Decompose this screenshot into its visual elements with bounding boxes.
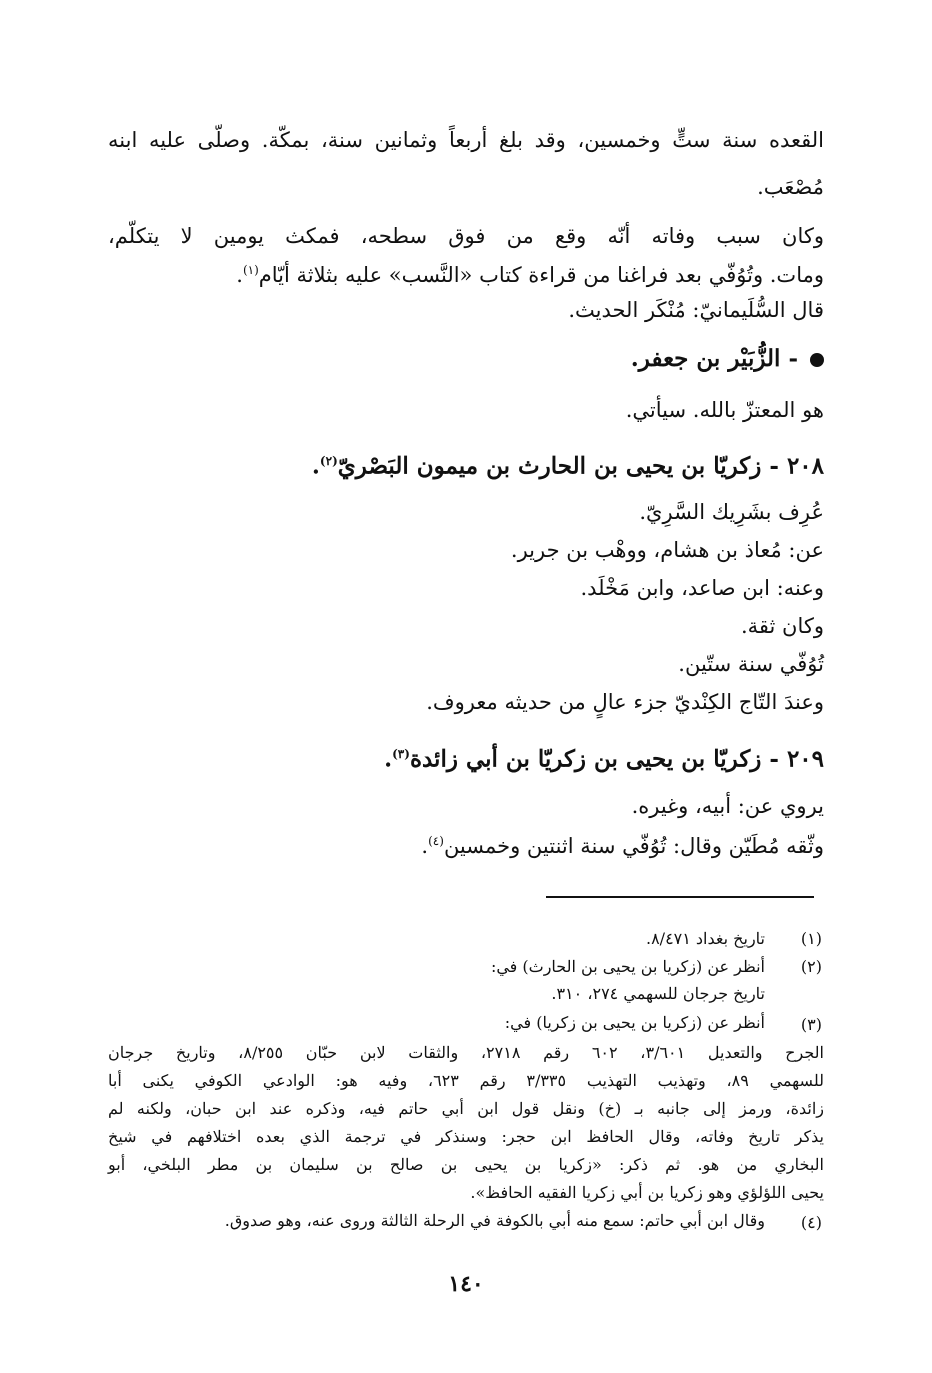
footnote-text: البخاري من هو. ثم ذكر: «زكريا بن يحيى بن صالح بن سليمان بن مطر البلخي، أبو bbox=[108, 1155, 824, 1174]
text-span: . bbox=[421, 834, 429, 858]
text-line: عن: مُعاذ بن هشام، ووهْب بن جرير. bbox=[510, 538, 824, 562]
footnote-text: الجرح والتعديل ٣/٦٠١، ٦٠٢ رقم ٢٧١٨، والثقات لابن حبّان ٨/٢٥٥، وتاريخ جرجان bbox=[108, 1043, 824, 1062]
text-line: عُرِف بشَرِيك السَّرِيّ. bbox=[639, 500, 824, 524]
footnote-text: للسهمي ٨٩، وتهذيب التهذيب ٣/٣٣٥ رقم ٦٢٣، وفيه هو: الوادعي الكوفي يكنى أبا bbox=[108, 1071, 824, 1090]
text-span: . bbox=[384, 745, 393, 773]
heading-text: ٢٠٨ - زكريّا بن يحيى بن الحارث بن ميمون البَصْريّ bbox=[337, 452, 824, 480]
footnote-text: أنظر عن (زكريا بن يحيى بن زكريا) في: bbox=[504, 1013, 765, 1032]
text-span: . bbox=[311, 452, 320, 480]
text-line: هو المعتزّ بالله. سيأتي. bbox=[625, 398, 824, 422]
footnote-text: تاريخ بغداد ٨/٤٧١. bbox=[645, 929, 765, 948]
text-span: . bbox=[236, 263, 243, 287]
text-line: مُصْعَب. bbox=[757, 175, 824, 199]
text-line bbox=[108, 256, 824, 289]
page-number: ١٤٠ bbox=[448, 1271, 484, 1297]
text-line: تُوُفّي سنة ستّين. bbox=[678, 652, 824, 676]
footnote-number: (٣) bbox=[800, 1015, 822, 1034]
text-line: وكان ثقة. bbox=[740, 614, 824, 638]
footnote-ref-2: (٢) bbox=[319, 454, 338, 468]
text-span: وثّقه مُطَيّن وقال: تُوُفّي سنة اثنتين وخمسين bbox=[443, 834, 824, 858]
text-line: وكان سبب وفاته أنّه وقع من فوق سطحه، فمكث يومين لا يتكلّم، bbox=[108, 224, 824, 248]
footnote-number: (٤) bbox=[800, 1213, 822, 1232]
text-line bbox=[108, 827, 824, 860]
text-span: ومات. وتُوُفّي بعد فراغنا من قراءة كتاب «النَّسب» عليه بثلاثة أيّام bbox=[258, 263, 824, 287]
footnote-text: أنظر عن (زكريا بن يحيى بن الحارث) في: bbox=[490, 957, 765, 976]
footnote-ref-1: (١) bbox=[242, 263, 259, 277]
footnote-text: زائدة، ورمز إلى جانبه بـ (خ) ونقل قول ابن أبي حاتم فيه، وذكره عند ابن حبان، ولكنه لم bbox=[108, 1099, 824, 1118]
heading-text: ٢٠٩ - زكريّا بن يحيى بن زكريّا بن أبي زائدة bbox=[409, 745, 824, 773]
heading-text: - الزُّبَيْر بن جعفر. bbox=[630, 345, 798, 372]
footnote-text: يحيى اللؤلؤي وهو زكريا بن أبي زكريا الفقيه الحافظ». bbox=[470, 1183, 824, 1202]
text-line: وعندَ التّاج الكِنْديّ جزء عالٍ من حديثه معروف. bbox=[426, 690, 824, 714]
footnote-number: (١) bbox=[800, 929, 822, 948]
entry-heading bbox=[108, 345, 824, 373]
footnote-divider bbox=[546, 896, 814, 898]
footnote-ref-3: (٣) bbox=[392, 747, 410, 761]
footnote-text: وقال ابن أبي حاتم: سمع منه أبي بالكوفة في الرحلة الثالثة وروى عنه، وهو صدوق. bbox=[224, 1211, 765, 1230]
text-line: يروي عن: أبيه، وغيره. bbox=[631, 794, 824, 818]
text-line: قال السُّلَيمانيّ: مُنْكَر الحديث. bbox=[568, 298, 824, 322]
footnote-number: (٢) bbox=[800, 957, 822, 976]
footnote-ref-4: (٤) bbox=[428, 834, 444, 848]
bullet-icon bbox=[810, 353, 824, 367]
text-line: وعنه: ابن صاعد، وابن مَخْلَد. bbox=[580, 576, 824, 600]
entry-heading-208 bbox=[108, 447, 824, 481]
text-line: القعده سنة ستٍّ وخمسين، وقد بلغ أربعاً وثمانين سنة، بمكّة. وصلّى عليه ابنه bbox=[108, 128, 824, 152]
footnote-text: تاريخ جرجان للسهمي ٢٧٤، ٣١٠. bbox=[551, 984, 765, 1003]
footnote-text: يذكر تاريخ وفاته، وقال الحافظ ابن حجر: وسنذكر في ترجمة الذي بعده اختلافهم في شيخ bbox=[108, 1127, 824, 1146]
entry-heading-209 bbox=[108, 740, 824, 774]
